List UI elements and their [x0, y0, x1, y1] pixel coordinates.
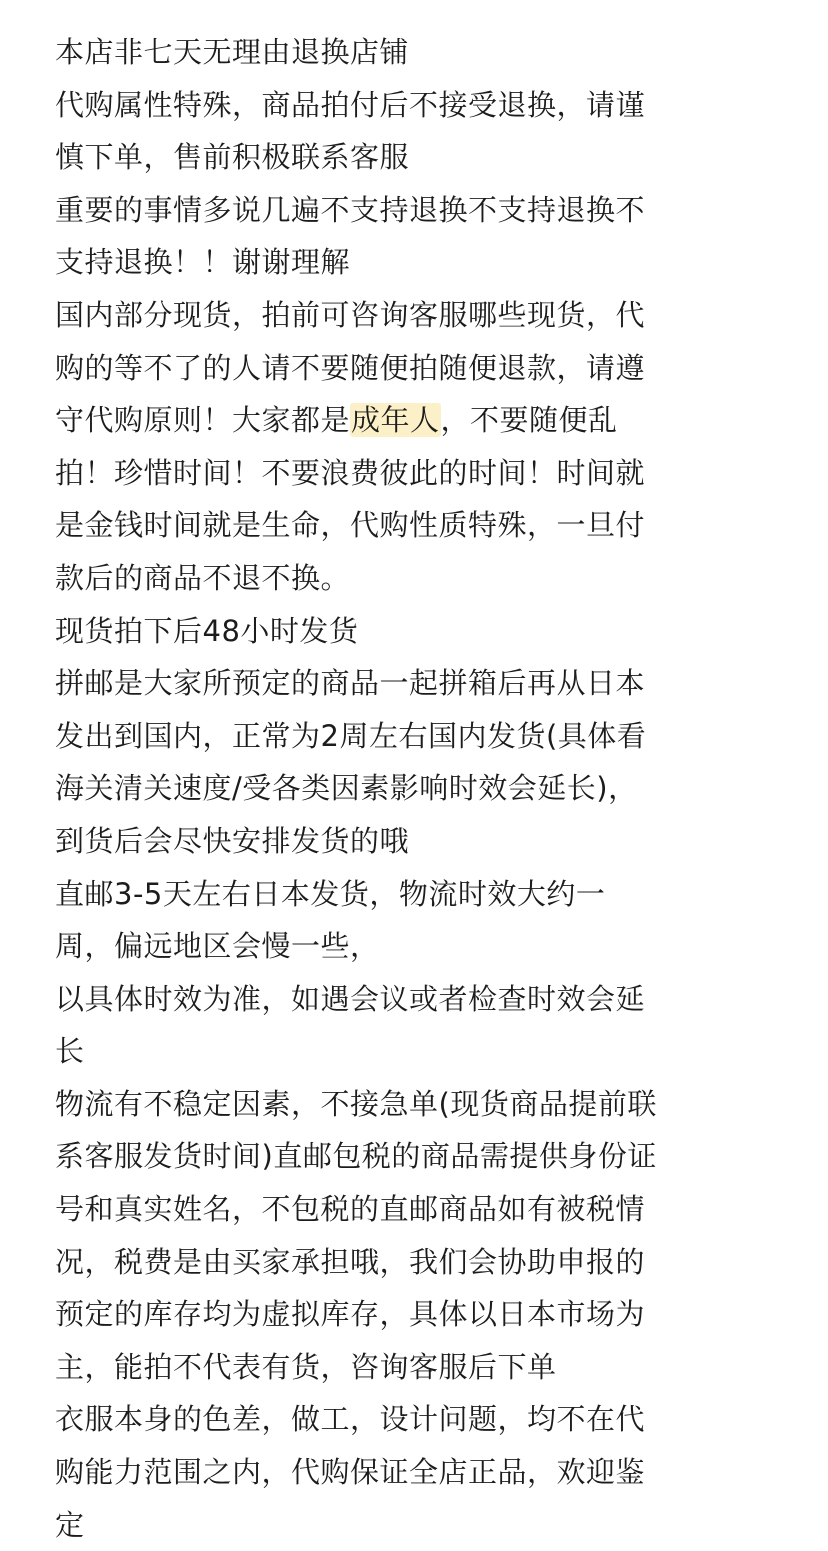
policy-line: 预定的库存均为虚拟库存，具体以日本市场为	[55, 1297, 646, 1332]
policy-line: 购的等不了的人请不要随便拍随便退款，请遵	[55, 350, 646, 385]
policy-line: 主，能拍不代表有货，咨询客服后下单	[55, 1349, 557, 1384]
policy-line: 拍！珍惜时间！不要浪费彼此的时间！时间就	[55, 455, 646, 490]
policy-line: 到货后会尽快安排发货的哦	[55, 823, 410, 858]
policy-line: 周，偏远地区会慢一些，	[55, 929, 380, 964]
policy-line: 现货拍下后48小时发货	[55, 613, 359, 648]
policy-line: 长	[55, 1034, 85, 1069]
policy-line: 海关清关速度/受各类因素影响时效会延长)，	[55, 771, 638, 806]
highlighted-phrase: 成年人	[351, 403, 440, 438]
policy-line: 代购属性特殊，商品拍付后不接受退换，请谨	[55, 87, 646, 122]
policy-line: 款后的商品不退不换。	[55, 560, 351, 595]
policy-line: 是金钱时间就是生命，代购性质特殊，一旦付	[55, 508, 646, 543]
policy-line: 物流有不稳定因素，不接急单(现货商品提前联	[55, 1086, 657, 1121]
policy-line: 国内部分现货，拍前可咨询客服哪些现货，代	[55, 297, 646, 332]
policy-line: 发出到国内，正常为2周左右国内发货(具体看	[55, 718, 647, 753]
policy-text-segment: ，不要随便乱	[440, 403, 618, 438]
policy-line: 购能力范围之内，代购保证全店正品，欢迎鉴	[55, 1455, 646, 1490]
policy-line: 系客服发货时间)直邮包税的商品需提供身份证	[55, 1139, 657, 1174]
policy-line: 况，税费是由买家承担哦，我们会协助申报的	[55, 1244, 646, 1279]
policy-line: 衣服本身的色差，做工，设计问题，均不在代	[55, 1402, 646, 1437]
policy-line: 直邮3-5天左右日本发货，物流时效大约一	[55, 876, 606, 911]
policy-text-segment: 守代购原则！大家都是	[55, 403, 351, 438]
policy-line: 号和真实姓名，不包税的直邮商品如有被税情	[55, 1192, 646, 1227]
store-policy-text	[55, 26, 795, 1551]
policy-line: 重要的事情多说几遍不支持退换不支持退换不	[55, 192, 646, 227]
policy-line: 慎下单，售前积极联系客服	[55, 140, 410, 175]
policy-line: 支持退换！！谢谢理解	[55, 245, 351, 280]
policy-line-with-highlight	[55, 394, 795, 447]
policy-line: 定	[55, 1507, 85, 1542]
policy-line: 本店非七天无理由退换店铺	[55, 35, 410, 69]
policy-line: 以具体时效为准，如遇会议或者检查时效会延	[55, 981, 646, 1016]
policy-line: 拼邮是大家所预定的商品一起拼箱后再从日本	[55, 666, 646, 701]
